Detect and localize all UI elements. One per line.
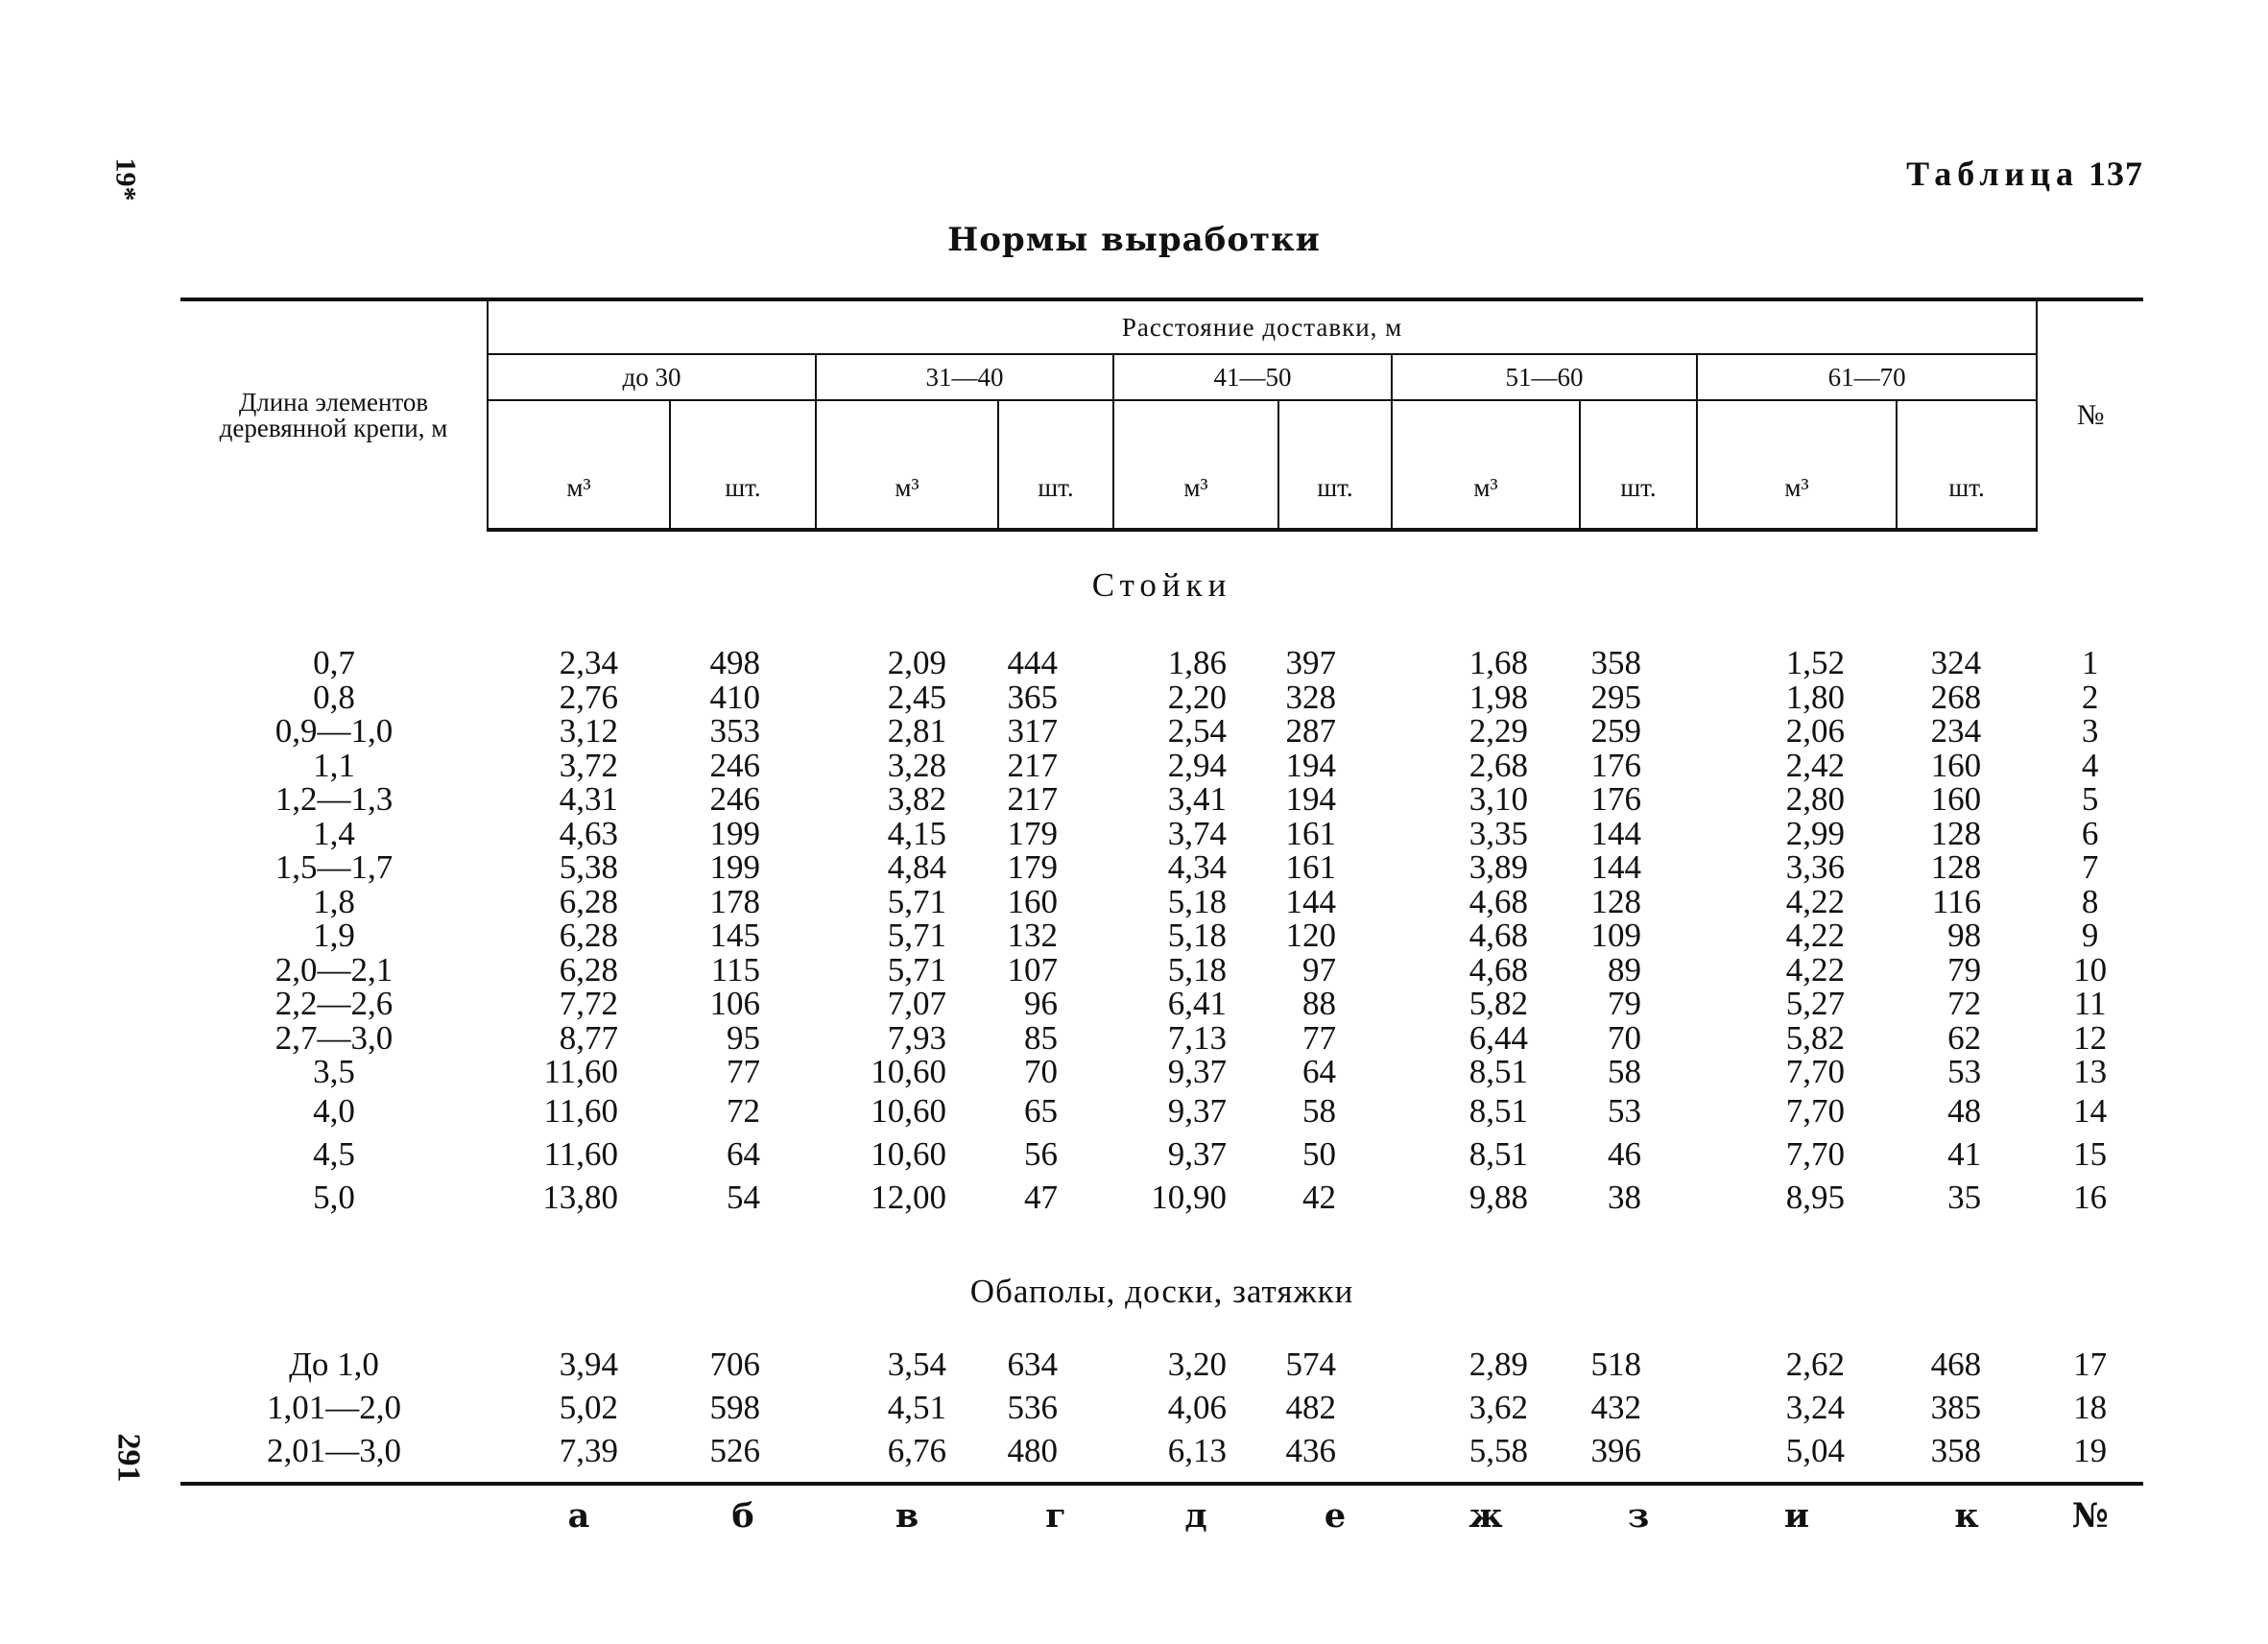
page-side-signature: 19* [109,157,142,202]
footer-column-letter: г [1045,1495,1066,1536]
cell-pieces: 160 [1930,780,1982,818]
cell-pieces: 482 [1285,1388,1336,1426]
section-heading-row [180,1219,2143,1343]
cell-pieces: 246 [709,780,760,818]
cell-pieces: 120 [1285,917,1336,954]
table-row [180,1132,2143,1176]
header-distance: Расстояние доставки, м [488,299,2037,354]
cell-pieces: 634 [1007,1345,1058,1383]
section-title: Стойки [1091,566,1232,604]
cell-pieces: 115 [710,950,760,989]
footer-column-letter: з [1627,1495,1650,1536]
header-unit-pieces: шт. [1580,400,1697,530]
cell-pieces: 144 [1285,882,1336,920]
cell-volume: 8,95 [1785,1178,1845,1216]
cell-volume: 3,20 [1167,1345,1227,1383]
cell-volume: 3,41 [1167,780,1227,818]
cell-volume: 13,80 [542,1178,618,1216]
cell-volume: 5,18 [1167,950,1227,989]
cell-volume: 2,99 [1785,814,1845,852]
cell-length: 2,7—3,0 [275,1018,394,1057]
cell-length: 1,8 [313,882,355,920]
cell-volume: 2,94 [1167,746,1227,784]
cell-pieces: 480 [998,1429,1113,1484]
cell-volume: 7,13 [1167,1018,1227,1057]
cell-pieces: 317 [1007,712,1058,750]
cell-pieces: 145 [709,917,760,954]
cell-pieces: 397 [1285,644,1336,681]
cell-length: 0,8 [313,678,355,716]
footer-column-letter: и [1784,1495,1809,1536]
cell-row-number: 17 [2073,1345,2108,1383]
header-unit-volume: м³ [488,400,670,530]
cell-pieces: 64 [727,1134,760,1173]
cell-volume: 1,98 [1468,678,1528,716]
cell-pieces: 109 [1590,917,1641,954]
cell-pieces: 179 [1007,848,1058,886]
cell-length: 3,5 [313,1053,355,1090]
cell-length: 1,4 [313,814,355,852]
cell-volume: 4,22 [1785,917,1845,954]
cell-volume: 10,60 [871,1053,946,1090]
cell-volume: 7,39 [488,1429,670,1484]
section-title: Обаполы, доски, затяжки [969,1272,1354,1310]
cell-volume: 2,54 [1167,712,1227,750]
cell-pieces: 70 [1024,1053,1058,1090]
cell-pieces: 268 [1930,678,1982,716]
cell-volume: 5,18 [1167,882,1227,920]
cell-volume: 3,94 [559,1345,618,1383]
cell-pieces: 324 [1930,644,1982,681]
cell-pieces: 41 [1947,1134,1982,1173]
cell-volume: 4,63 [559,814,618,852]
cell-volume: 3,62 [1468,1388,1528,1426]
cell-length: 5,0 [313,1178,355,1216]
header-unit-volume: м³ [1697,400,1897,530]
cell-volume: 5,02 [559,1388,618,1426]
cell-length: 2,01—3,0 [180,1429,488,1484]
cell-pieces: 85 [1024,1018,1058,1057]
cell-pieces: 234 [1930,712,1982,750]
cell-volume: 1,86 [1167,644,1227,681]
footer-column-letter: е [1324,1495,1347,1536]
table-row [180,850,2143,885]
cell-volume: 5,58 [1392,1429,1580,1484]
cell-volume: 11,60 [543,1134,618,1173]
table-label [1906,154,2143,194]
cell-volume: 3,12 [559,712,618,750]
cell-volume: 4,68 [1468,950,1528,989]
header-unit-pieces: шт. [670,400,816,530]
cell-volume: 4,84 [887,848,946,886]
cell-pieces: 161 [1285,814,1336,852]
header-range: 41—50 [1113,354,1392,400]
table-footer [180,1484,2143,1534]
cell-pieces: 132 [1007,917,1058,954]
cell-row-number: 9 [2081,917,2099,954]
footer-column-letter: б [731,1495,754,1536]
cell-volume: 11,60 [543,1091,618,1130]
cell-volume: 4,06 [1167,1388,1227,1426]
table-row [180,1343,2143,1386]
cell-volume: 5,82 [1468,985,1528,1022]
cell-pieces: 38 [1608,1178,1641,1216]
table-row [180,749,2143,783]
cell-pieces: 46 [1608,1134,1641,1173]
cell-volume: 3,24 [1785,1388,1845,1426]
cell-volume: 3,54 [887,1345,946,1383]
cell-volume: 5,38 [559,848,618,886]
cell-row-number: 12 [2073,1018,2108,1057]
cell-pieces: 42 [1302,1178,1336,1216]
cell-length: 4,5 [313,1134,355,1173]
cell-row-number: 3 [2081,712,2099,750]
table-header [180,299,2143,530]
cell-pieces: 385 [1930,1388,1982,1426]
cell-volume: 7,70 [1785,1134,1845,1173]
cell-volume: 6,44 [1468,1018,1528,1057]
cell-pieces: 89 [1608,950,1641,989]
cell-volume: 3,35 [1468,814,1528,852]
header-unit-volume: м³ [1392,400,1580,530]
cell-row-number: 8 [2081,882,2099,920]
header-unit-volume: м³ [816,400,998,530]
cell-volume: 6,41 [1167,985,1227,1022]
cell-pieces: 432 [1590,1388,1641,1426]
cell-pieces: 498 [709,644,760,681]
cell-pieces: 56 [1024,1134,1058,1173]
footer-letters-row [180,1484,2143,1534]
cell-pieces: 48 [1947,1091,1982,1130]
cell-pieces: 53 [1947,1053,1982,1090]
cell-pieces: 598 [709,1388,760,1426]
cell-volume: 3,10 [1468,780,1528,818]
cell-volume: 2,89 [1468,1345,1528,1383]
cell-pieces: 179 [1007,814,1058,852]
cell-length: 1,1 [313,746,355,784]
cell-volume: 10,90 [1151,1178,1227,1216]
cell-pieces: 72 [1947,985,1982,1022]
cell-pieces: 706 [709,1345,760,1383]
header-number: № [2037,299,2143,530]
footer-column-letter: а [567,1495,590,1536]
cell-pieces: 518 [1590,1345,1641,1383]
page-title: Нормы выработки [947,221,1321,259]
cell-volume: 2,34 [559,644,618,681]
cell-pieces: 536 [1007,1388,1058,1426]
header-range: 51—60 [1392,354,1697,400]
footer-column-letter: в [895,1495,919,1536]
cell-volume: 8,51 [1468,1134,1528,1173]
cell-pieces: 58 [1302,1091,1336,1130]
cell-volume: 1,68 [1468,644,1528,681]
cell-volume: 10,60 [871,1091,946,1130]
header-range: 31—40 [816,354,1113,400]
cell-volume: 12,00 [871,1178,946,1216]
cell-pieces: 259 [1590,712,1641,750]
cell-pieces: 53 [1608,1091,1641,1130]
cell-volume: 3,82 [887,780,946,818]
cell-pieces: 79 [1608,985,1641,1022]
table-row [180,782,2143,817]
cell-pieces: 98 [1947,917,1982,954]
table-row [180,953,2143,988]
cell-pieces: 96 [1024,985,1058,1022]
cell-volume: 2,06 [1785,712,1845,750]
cell-pieces: 97 [1302,950,1336,989]
cell-pieces: 77 [1302,1018,1336,1057]
cell-row-number: 11 [2073,985,2107,1022]
cell-row-number: 16 [2073,1178,2108,1216]
cell-row-number: 13 [2073,1053,2108,1090]
footer-empty [180,1484,488,1534]
cell-volume: 2,29 [1468,712,1528,750]
cell-pieces: 353 [709,712,760,750]
cell-pieces: 295 [1590,678,1641,716]
cell-pieces: 116 [1931,882,1982,920]
cell-row-number: 18 [2073,1388,2108,1426]
cell-volume: 8,77 [559,1018,618,1057]
cell-volume: 6,76 [816,1429,998,1484]
cell-pieces: 358 [1897,1429,2037,1484]
cell-pieces: 436 [1278,1429,1392,1484]
cell-length: 1,9 [313,917,355,954]
cell-volume: 4,15 [887,814,946,852]
cell-volume: 5,27 [1785,985,1845,1022]
cell-volume: 5,71 [887,882,946,920]
cell-volume: 8,51 [1468,1053,1528,1090]
cell-volume: 8,51 [1468,1091,1528,1130]
cell-pieces: 199 [709,814,760,852]
footer-column-letter: к [1954,1495,1979,1536]
cell-pieces: 178 [709,882,760,920]
cell-length: 1,2—1,3 [275,780,394,818]
cell-pieces: 107 [1007,950,1058,989]
cell-pieces: 77 [727,1053,760,1090]
cell-row-number: 14 [2073,1091,2108,1130]
cell-volume: 2,76 [559,678,618,716]
cell-pieces: 161 [1285,848,1336,886]
cell-volume: 2,09 [887,644,946,681]
cell-volume: 7,93 [887,1018,946,1057]
cell-pieces: 144 [1590,848,1641,886]
table-row [180,1176,2143,1219]
cell-row-number: 5 [2081,780,2099,818]
cell-volume: 9,37 [1167,1091,1227,1130]
cell-pieces: 70 [1608,1018,1641,1057]
cell-pieces: 160 [1007,882,1058,920]
cell-volume: 6,28 [559,917,618,954]
cell-pieces: 574 [1285,1345,1336,1383]
header-range: до 30 [488,354,816,400]
cell-length: 0,9—1,0 [275,712,394,750]
cell-volume: 5,04 [1697,1429,1897,1484]
table-row [180,918,2143,953]
cell-volume: 4,31 [559,780,618,818]
cell-pieces: 217 [1007,780,1058,818]
cell-pieces: 128 [1930,814,1982,852]
cell-pieces: 72 [727,1091,760,1130]
cell-volume: 3,74 [1167,814,1227,852]
cell-volume: 2,80 [1785,780,1845,818]
cell-volume: 5,18 [1167,917,1227,954]
table-row [180,1055,2143,1089]
cell-pieces: 199 [709,848,760,886]
cell-length: 1,5—1,7 [275,848,394,886]
cell-pieces: 58 [1608,1053,1641,1090]
table-row [180,646,2143,680]
cell-volume: 9,88 [1468,1178,1528,1216]
cell-length: 2,0—2,1 [275,950,394,989]
table-row [180,1021,2143,1056]
cell-volume: 2,45 [887,678,946,716]
cell-volume: 6,28 [559,882,618,920]
cell-volume: 5,71 [887,950,946,989]
cell-pieces: 106 [709,985,760,1022]
cell-volume: 10,60 [871,1134,946,1173]
cell-volume: 5,71 [887,917,946,954]
cell-row-number: 10 [2073,950,2108,989]
cell-row-number: 2 [2081,678,2099,716]
cell-pieces: 128 [1930,848,1982,886]
header-unit-pieces: шт. [1897,400,2037,530]
cell-length: 0,7 [313,644,355,681]
cell-pieces: 64 [1302,1053,1336,1090]
cell-pieces: 246 [709,746,760,784]
cell-volume: 1,52 [1785,644,1845,681]
cell-pieces: 88 [1302,985,1336,1022]
cell-row-number: 7 [2081,848,2099,886]
cell-length: 4,0 [313,1091,355,1130]
footer-number: № [2071,1495,2109,1536]
cell-volume: 9,37 [1167,1134,1227,1173]
cell-pieces: 128 [1590,882,1641,920]
section-heading-row [180,530,2143,646]
cell-pieces: 526 [670,1429,816,1484]
cell-volume: 3,36 [1785,848,1845,886]
cell-volume: 7,70 [1785,1053,1845,1090]
cell-volume: 2,68 [1468,746,1528,784]
cell-pieces: 35 [1947,1178,1982,1216]
cell-pieces: 47 [1024,1178,1058,1216]
table-body [180,530,2143,1484]
footer-column-letter: ж [1468,1495,1503,1536]
cell-volume: 2,62 [1785,1345,1845,1383]
cell-volume: 9,37 [1167,1053,1227,1090]
cell-pieces: 410 [709,678,760,716]
cell-volume: 7,07 [887,985,946,1022]
cell-pieces: 444 [1007,644,1058,681]
page-number: 291 [110,1433,147,1483]
cell-volume: 4,51 [887,1388,946,1426]
norms-table [180,298,2143,1536]
cell-pieces: 468 [1930,1345,1982,1383]
cell-pieces: 79 [1947,950,1982,989]
cell-pieces: 54 [727,1178,760,1216]
cell-volume: 6,13 [1113,1429,1278,1484]
cell-volume: 3,89 [1468,848,1528,886]
table-row [180,987,2143,1021]
cell-pieces: 194 [1285,746,1336,784]
cell-pieces: 50 [1302,1134,1336,1173]
cell-row-number: 4 [2081,746,2099,784]
table-number: 137 [2089,155,2143,193]
cell-volume: 4,68 [1468,917,1528,954]
table-row [180,1386,2143,1429]
cell-pieces: 62 [1947,1018,1982,1057]
cell-row-number: 15 [2073,1134,2108,1173]
cell-pieces: 95 [727,1018,760,1057]
cell-pieces: 328 [1285,678,1336,716]
cell-pieces: 365 [1007,678,1058,716]
cell-row-number: 1 [2081,644,2099,681]
cell-pieces: 65 [1024,1091,1058,1130]
cell-length: До 1,0 [289,1345,379,1383]
cell-pieces: 358 [1590,644,1641,681]
cell-volume: 3,72 [559,746,618,784]
cell-volume: 3,28 [887,746,946,784]
cell-volume: 4,22 [1785,882,1845,920]
cell-volume: 1,80 [1785,678,1845,716]
header-range: 61—70 [1697,354,2037,400]
cell-pieces: 160 [1930,746,1982,784]
cell-volume: 2,42 [1785,746,1845,784]
cell-pieces: 176 [1590,746,1641,784]
table-row [180,885,2143,919]
cell-pieces: 144 [1590,814,1641,852]
footer-column-letter: д [1184,1495,1207,1536]
cell-pieces: 176 [1590,780,1641,818]
cell-volume: 4,68 [1468,882,1528,920]
cell-volume: 4,34 [1167,848,1227,886]
cell-volume: 6,28 [559,950,618,989]
cell-volume: 5,82 [1785,1018,1845,1057]
header-length: Длина элементов деревянной крепи, м [180,299,488,530]
cell-pieces: 217 [1007,746,1058,784]
cell-volume: 2,81 [887,712,946,750]
cell-volume: 11,60 [543,1053,618,1090]
header-unit-pieces: шт. [998,400,1113,530]
table-row [180,680,2143,715]
cell-volume: 2,20 [1167,678,1227,716]
cell-length: 2,2—2,6 [275,985,394,1022]
cell-volume: 7,72 [559,985,618,1022]
cell-pieces: 194 [1285,780,1336,818]
header-unit-pieces: шт. [1278,400,1392,530]
table-row [180,714,2143,749]
header-unit-volume: м³ [1113,400,1278,530]
table-label-word: Таблица [1906,155,2079,193]
table-row [180,817,2143,851]
table-row [180,1089,2143,1132]
cell-length: 1,01—2,0 [267,1388,401,1426]
table-row [180,1429,2143,1484]
cell-row-number: 6 [2081,814,2099,852]
cell-volume: 4,22 [1785,950,1845,989]
cell-pieces: 396 [1580,1429,1697,1484]
cell-row-number: 19 [2037,1429,2143,1484]
cell-pieces: 287 [1285,712,1336,750]
cell-volume: 7,70 [1785,1091,1845,1130]
